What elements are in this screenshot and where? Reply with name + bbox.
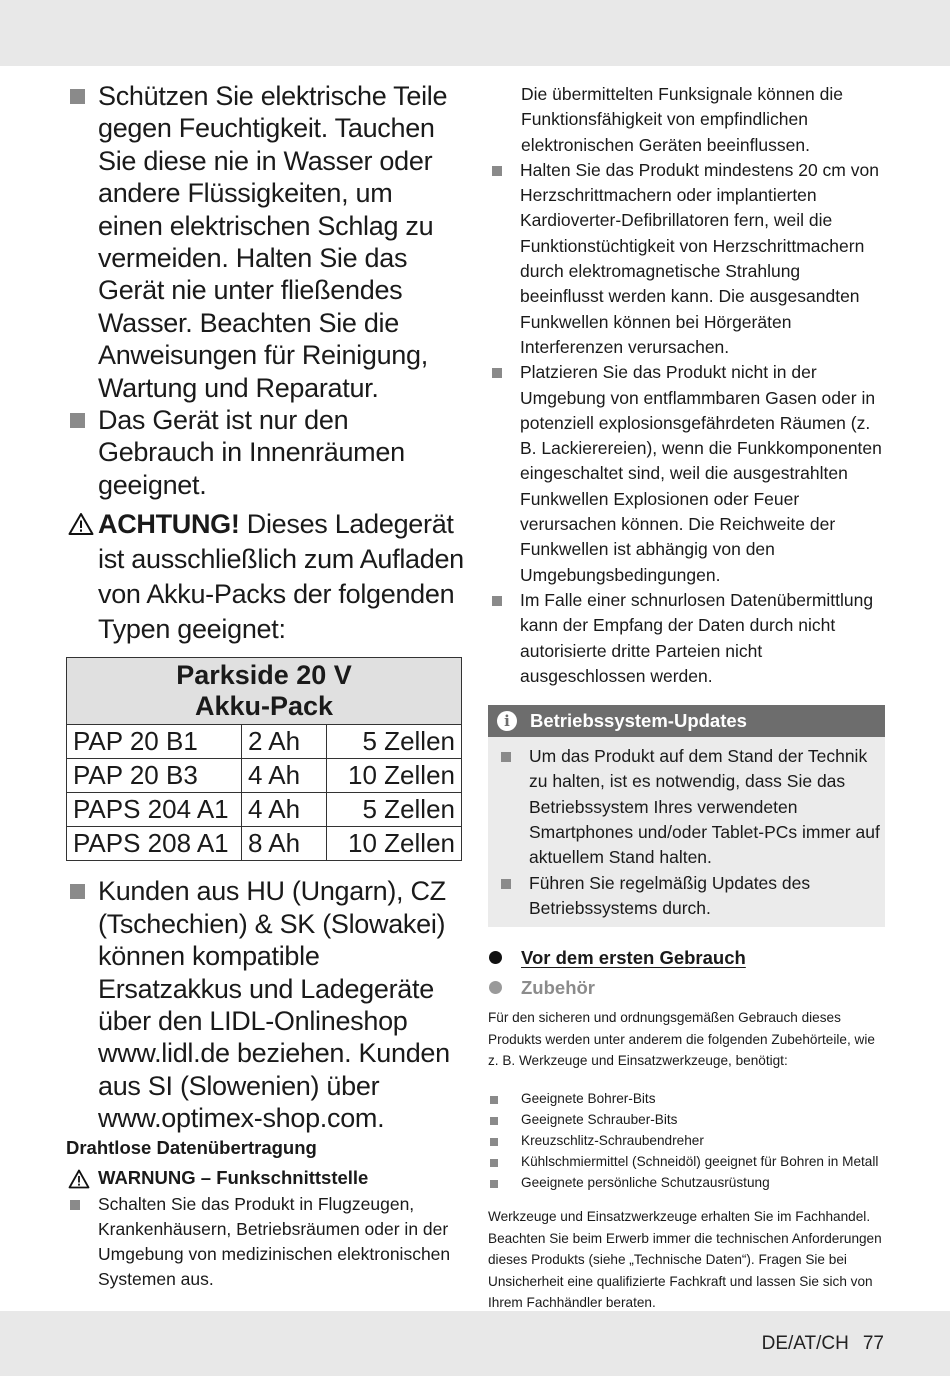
square-bullet-icon <box>490 1117 498 1125</box>
square-bullet-icon <box>70 89 85 104</box>
info-icon: i <box>497 711 517 731</box>
akku-pack-table <box>66 657 462 861</box>
table-cell-model: PAPS 208 A1 <box>67 827 242 861</box>
info-box-os-updates <box>488 705 885 927</box>
subsection-heading <box>488 977 885 999</box>
bullet-text: Halten Sie das Produkt mindestens 20 cm von Herzschrittmachern oder implantierten Kardioverter-Defibrillatoren fern, weil die Funktionstüchtigkeit von Herzschrittmachern durch elektromagnetische Strahlung beeinflusst werden kann. Die ausgesandten Funkwellen können bei Hörgeräten Interferenzen verursachen. <box>520 159 879 357</box>
subsection-title: Zubehör <box>521 977 595 999</box>
page-number: 77 <box>862 1333 884 1354</box>
achtung-label: ACHTUNG! <box>98 509 240 540</box>
bullet-data-transmission <box>488 588 885 689</box>
info-bullet <box>497 744 885 870</box>
list-item <box>488 1110 885 1131</box>
square-bullet-icon <box>490 1159 498 1167</box>
square-bullet-icon <box>490 1096 498 1104</box>
accessory-outro: Werkzeuge und Einsatzwerkzeuge erhalten Sie im Fachhandel. Beachten Sie beim Erwerb immer die technischen Anforderungen dieses Produkts (siehe „Technische Daten“). Fragen Sie bei Unsicherheit eine qualifizierte Fachkraft und lassen Sie sich von Ihrem Fachhändler beraten. <box>488 1209 882 1311</box>
continuation-text: Die übermittelten Funksignale können die Funktionsfähigkeit von empfindlichen elektronischen Geräten beeinflussen. <box>521 84 843 155</box>
table-row <box>67 827 462 861</box>
accessory-list <box>488 1089 885 1193</box>
bullet-explosive <box>488 360 885 588</box>
list-item-text: Geeignete persönliche Schutzausrüstung <box>521 1174 770 1190</box>
square-bullet-icon <box>490 1138 498 1146</box>
list-item-text: Kreuzschlitz-Schraubendreher <box>521 1133 704 1149</box>
footer-locale: DE/AT/CH <box>761 1333 849 1354</box>
bullet-text: Im Falle einer schnurlosen Datenübermittlung kann der Empfang der Daten durch nicht autorisierte dritte Parteien nicht ausgeschlossen werden. <box>520 589 874 686</box>
square-bullet-icon <box>492 596 502 606</box>
table-cell-capacity: 8 Ah <box>242 827 327 861</box>
bullet-text: Platzieren Sie das Produkt nicht in der Umgebung von entflammbaren Gasen oder in potenziell explosionsgefährdeten Räumen (z. B. Lackierereien), wenn die Funkkomponenten eingeschaltet sind, weil die ausgestrahlten Funkwellen Explosionen oder Feuer verursachen können. Die Reichweite der Funkwellen ist abhängig von den Umgebungsbedingungen. <box>520 362 882 585</box>
table-header-line2: Akku-Pack <box>194 691 334 722</box>
table-row <box>67 759 462 793</box>
bullet-pacemaker <box>488 158 885 360</box>
square-bullet-icon <box>492 166 502 176</box>
square-bullet-icon <box>70 1200 80 1210</box>
bullet-text: Kunden aus HU (Ungarn), CZ (Tschechien) & SK (Slowakei) können kompatible Ersatzakkus und Ladegeräte über den LIDL-Onlineshop www.lidl.de beziehen. Kunden aus SI (Slowenien) über www.optimex-shop.com. <box>98 876 450 1134</box>
bullet-indoor <box>66 404 464 501</box>
bullet-dot-icon <box>489 981 502 994</box>
bullet-text: Schalten Sie das Produkt in Flugzeugen, Krankenhäusern, Betriebsräumen oder in der Umgebung von medizinischen elektronischen Systemen aus. <box>98 1193 451 1290</box>
table-cell-model: PAP 20 B3 <box>67 759 242 793</box>
heading-wireless: Drahtlose Datenübertragung <box>66 1136 317 1158</box>
table-cell-capacity: 4 Ah <box>242 793 327 827</box>
bullet-moisture <box>66 80 464 404</box>
right-column <box>488 82 885 1313</box>
table-header <box>67 658 462 725</box>
table-header-line1: Parkside 20 V <box>176 660 352 691</box>
table-cell-cells: 5 Zellen <box>327 725 462 759</box>
bullet-text: Schützen Sie elektrische Teile gegen Feuchtigkeit. Tauchen Sie diese nie in Wasser oder andere Flüssigkeiten, um einen elektrischen Schlag zu vermeiden. Halten Sie das Gerät nie unter fließendes Wasser. Beachten Sie die Anweisungen für Reinigung, Wartung und Reparatur. <box>98 81 448 403</box>
square-bullet-icon <box>70 413 85 428</box>
table-row <box>67 793 462 827</box>
bullet-text: Um das Produkt auf dem Stand der Technik zu halten, ist es notwendig, dass Sie das Betriebssystem Ihres verwendeten Smartphones und/oder Tablet-PCs immer auf aktuellem Stand halten. <box>529 746 880 868</box>
accessory-intro: Für den sicheren und ordnungsgemäßen Gebrauch dieses Produkts werden unter anderem die folgenden Zubehörteile, wie z. B. Werkzeuge und Einsatzwerkzeuge, benötigt: <box>488 1010 875 1069</box>
page-footer <box>762 1333 884 1355</box>
list-item-text: Geeignete Schrauber-Bits <box>521 1112 678 1128</box>
list-item <box>488 1131 885 1152</box>
section-title: Vor dem ersten Gebrauch <box>521 947 746 969</box>
bullet-text: Das Gerät ist nur den Gebrauch in Innenräumen geeignet. <box>98 405 405 500</box>
square-bullet-icon <box>490 1180 498 1188</box>
warning-heading <box>66 1166 464 1190</box>
list-item <box>488 1089 885 1110</box>
table-row <box>67 725 462 759</box>
info-bullet <box>497 871 885 922</box>
table-cell-cells: 10 Zellen <box>327 759 462 793</box>
bullet-text: Führen Sie regelmäßig Updates des Betriebssystems durch. <box>529 872 811 918</box>
warning-label: WARNUNG – Funkschnittstelle <box>98 1166 369 1188</box>
table-cell-capacity: 2 Ah <box>242 725 327 759</box>
info-box-title: Betriebssystem-Updates <box>530 710 747 732</box>
bullet-customers <box>66 875 464 1134</box>
table-cell-cells: 10 Zellen <box>327 827 462 861</box>
achtung-text: Dieses Ladegerät ist ausschließlich zum Aufladen von Akku-Packs der folgenden Typen geeignet: <box>98 509 464 645</box>
square-bullet-icon <box>501 752 511 762</box>
info-box-header <box>488 705 885 737</box>
section-heading <box>488 947 885 969</box>
square-bullet-icon <box>501 879 511 889</box>
table-cell-cells: 5 Zellen <box>327 793 462 827</box>
page-header-band <box>0 0 950 66</box>
left-column <box>66 80 464 1293</box>
list-item <box>488 1173 885 1194</box>
square-bullet-icon <box>492 368 502 378</box>
list-item-text: Geeignete Bohrer-Bits <box>521 1091 656 1107</box>
list-item <box>488 1152 885 1173</box>
bullet-dot-icon <box>489 951 502 964</box>
list-item-text: Kühlschmiermittel (Schneidöl) geeignet für Bohren in Metall <box>521 1153 879 1169</box>
warning-triangle-icon <box>68 510 94 545</box>
wireless-bullet <box>66 1192 464 1293</box>
table-cell-capacity: 4 Ah <box>242 759 327 793</box>
square-bullet-icon <box>70 884 85 899</box>
table-cell-model: PAPS 204 A1 <box>67 793 242 827</box>
table-cell-model: PAP 20 B1 <box>67 725 242 759</box>
achtung-notice <box>66 507 464 647</box>
